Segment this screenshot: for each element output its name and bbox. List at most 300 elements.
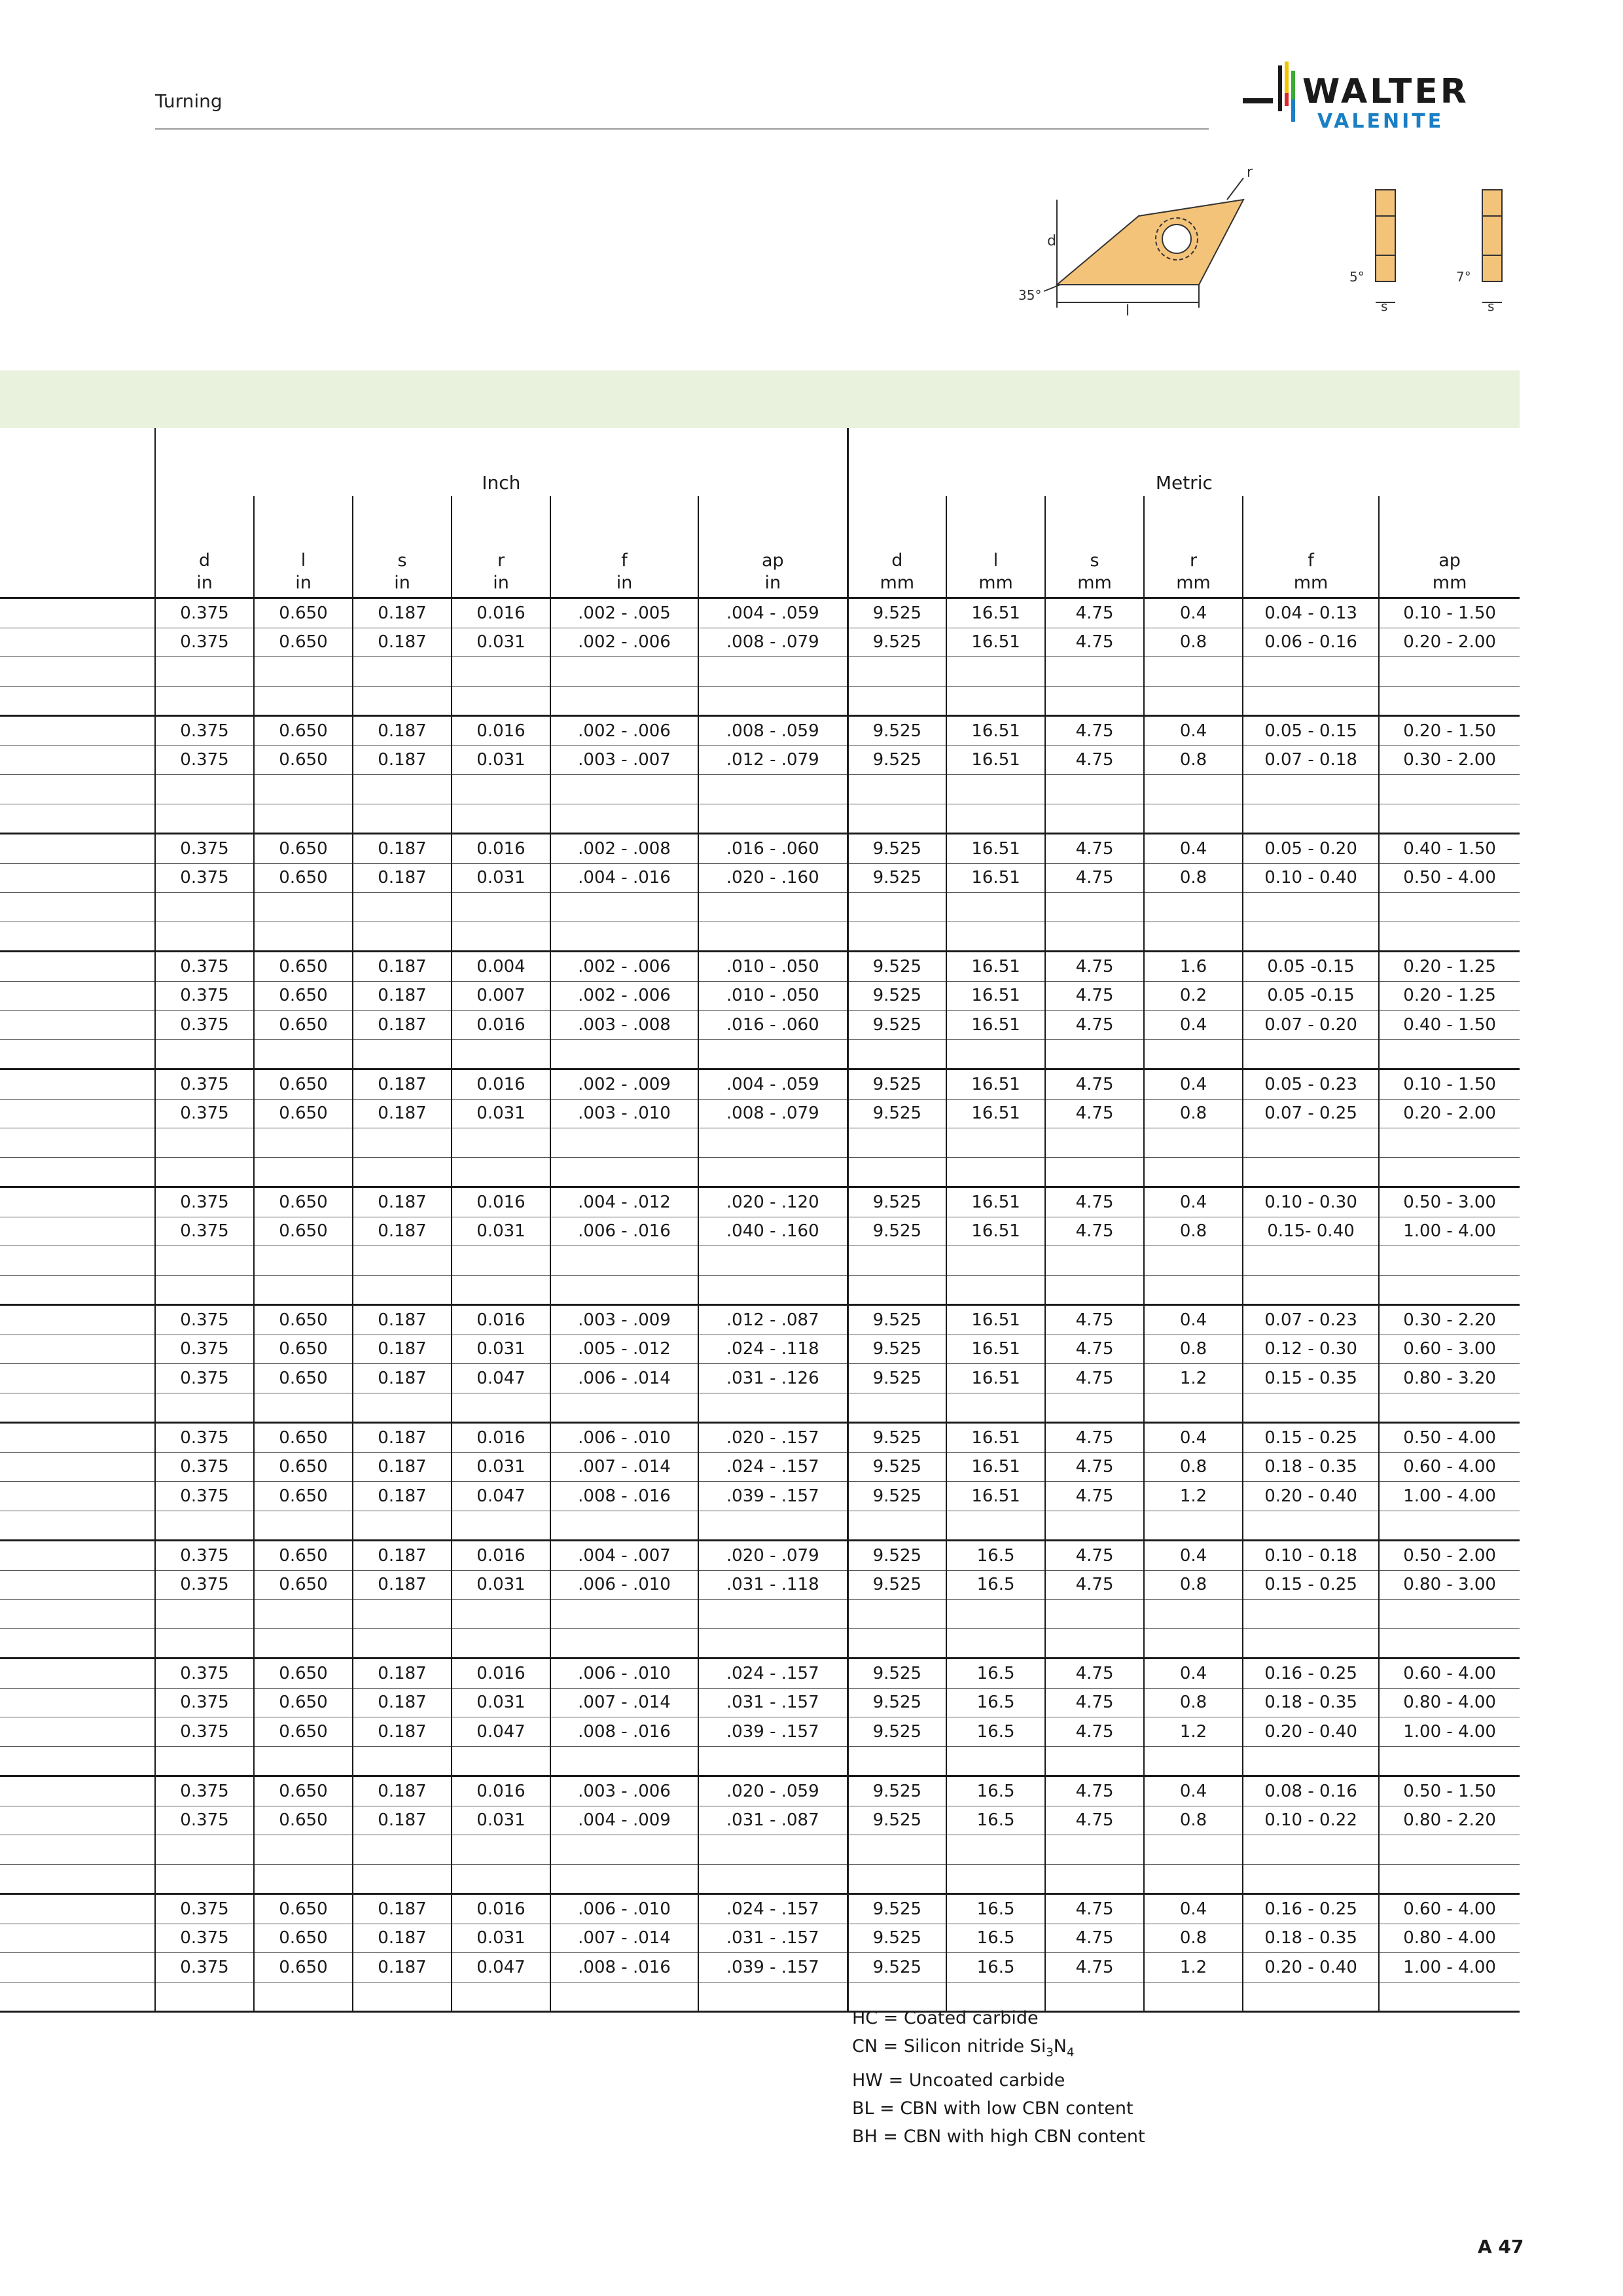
table-cell: 0.004 (452, 952, 550, 982)
table-cell: .020 - .157 (698, 1423, 847, 1453)
table-cell: 0.8 (1144, 1688, 1243, 1717)
table-cell (1144, 1511, 1243, 1541)
group-header-metric: Metric (847, 428, 1520, 496)
table-cell: 0.8 (1144, 628, 1243, 657)
table-cell: .039 - .157 (698, 1717, 847, 1747)
table-cell: 0.20 - 1.25 (1379, 981, 1520, 1011)
table-cell (353, 922, 452, 952)
table-cell: 0.650 (254, 1570, 353, 1600)
table-cell: .004 - .007 (550, 1541, 698, 1571)
table-cell: 0.8 (1144, 1570, 1243, 1600)
table-cell: .008 - .079 (698, 1099, 847, 1128)
table-cell (155, 1746, 254, 1776)
table-cell: 0.187 (353, 628, 452, 657)
table-cell: 4.75 (1045, 1069, 1144, 1100)
table-cell: 0.375 (155, 598, 254, 628)
table-cell (698, 657, 847, 687)
table-cell (698, 686, 847, 716)
table-cell: 9.525 (847, 834, 946, 864)
table-cell: .031 - .157 (698, 1688, 847, 1717)
table-cell (353, 657, 452, 687)
table-cell (254, 1275, 353, 1305)
table-cell: .012 - .079 (698, 745, 847, 775)
legend (852, 2004, 1145, 2151)
table-cell: 16.5 (946, 1924, 1045, 1953)
table-cell: 0.187 (353, 1924, 452, 1953)
table-cell (1379, 1982, 1520, 2012)
table-cell (1144, 1157, 1243, 1187)
table-cell (1379, 775, 1520, 804)
table-cell: 0.187 (353, 863, 452, 893)
table-cell (1144, 1835, 1243, 1865)
table-cell: .010 - .050 (698, 981, 847, 1011)
table-row (0, 1393, 1520, 1423)
table-cell: 0.40 - 1.50 (1379, 834, 1520, 864)
table-cell (254, 1511, 353, 1541)
table-cell (847, 1628, 946, 1659)
table-row (0, 1069, 1520, 1100)
table-cell (1243, 686, 1379, 716)
column-header-name: l (300, 550, 306, 571)
group-header-inch: Inch (155, 428, 847, 496)
table-cell: 9.525 (847, 1364, 946, 1393)
table-cell: 4.75 (1045, 1305, 1144, 1335)
table-cell: 4.75 (1045, 1217, 1144, 1246)
table-cell: 16.5 (946, 1776, 1045, 1806)
table-cell: 0.650 (254, 981, 353, 1011)
table-cell (550, 1600, 698, 1629)
table-cell (353, 1746, 452, 1776)
table-cell (155, 1275, 254, 1305)
table-row (0, 657, 1520, 687)
table-cell: 0.375 (155, 716, 254, 746)
table-cell (1144, 893, 1243, 922)
table-row (0, 804, 1520, 834)
table-cell (353, 893, 452, 922)
table-cell (353, 686, 452, 716)
table-cell: 0.16 - 0.25 (1243, 1659, 1379, 1689)
table-cell: 16.51 (946, 952, 1045, 982)
table-cell (254, 1246, 353, 1276)
column-header-unit: mm (1432, 573, 1467, 593)
header-divider (155, 128, 1209, 130)
table-cell: .002 - .006 (550, 952, 698, 982)
table-cell: 1.6 (1144, 952, 1243, 982)
table-cell: 4.75 (1045, 1187, 1144, 1217)
column-header-unit: in (196, 573, 213, 593)
table-cell: 0.650 (254, 1717, 353, 1747)
row-lead-cell (0, 1924, 155, 1953)
table-cell: 9.525 (847, 598, 946, 628)
table-cell: 16.51 (946, 598, 1045, 628)
table-cell (1243, 1628, 1379, 1659)
table-cell (1243, 1039, 1379, 1069)
row-lead-cell (0, 922, 155, 952)
table-cell: 0.187 (353, 1364, 452, 1393)
table-cell: .006 - .010 (550, 1894, 698, 1924)
table-row (0, 1864, 1520, 1894)
table-cell (1379, 686, 1520, 716)
table-cell: 0.375 (155, 1806, 254, 1835)
table-cell (946, 893, 1045, 922)
table-cell: 0.031 (452, 628, 550, 657)
table-cell: 4.75 (1045, 1894, 1144, 1924)
table-cell (698, 804, 847, 834)
table-cell: 4.75 (1045, 716, 1144, 746)
table-cell (1144, 1746, 1243, 1776)
column-header-name: f (621, 550, 628, 571)
column-header (698, 496, 847, 598)
table-cell (452, 1628, 550, 1659)
column-header-unit: mm (1176, 573, 1211, 593)
table-cell (847, 1511, 946, 1541)
table-cell: 0.60 - 4.00 (1379, 1659, 1520, 1689)
table-cell (946, 922, 1045, 952)
row-lead-cell (0, 1039, 155, 1069)
table-cell (550, 1628, 698, 1659)
table-cell (847, 922, 946, 952)
table-cell: 0.20 - 0.40 (1243, 1953, 1379, 1982)
table-cell (1144, 686, 1243, 716)
row-lead-cell (0, 1305, 155, 1335)
table-cell: 0.047 (452, 1717, 550, 1747)
table-row (0, 1011, 1520, 1040)
table-cell: 0.06 - 0.16 (1243, 628, 1379, 657)
table-cell (847, 1128, 946, 1158)
table-cell (452, 893, 550, 922)
table-cell: 0.187 (353, 1335, 452, 1364)
column-header-name: s (397, 550, 407, 571)
row-lead-cell (0, 716, 155, 746)
table-cell (1144, 1628, 1243, 1659)
table-cell (1243, 922, 1379, 952)
table-cell: 0.375 (155, 1011, 254, 1040)
table-cell: 0.4 (1144, 1776, 1243, 1806)
table-cell (1144, 1600, 1243, 1629)
table-cell: 0.375 (155, 1423, 254, 1453)
table-cell (550, 1128, 698, 1158)
table-cell: 0.80 - 3.00 (1379, 1570, 1520, 1600)
label-angle-side1: 5° (1349, 269, 1364, 285)
table-cell: 0.4 (1144, 1423, 1243, 1453)
table-cell: 9.525 (847, 1570, 946, 1600)
table-cell (698, 775, 847, 804)
table-cell: .006 - .016 (550, 1217, 698, 1246)
table-cell (155, 775, 254, 804)
table-cell: 1.00 - 4.00 (1379, 1217, 1520, 1246)
table-cell: .024 - .157 (698, 1452, 847, 1482)
row-lead-cell (0, 1217, 155, 1246)
table-cell: 0.60 - 4.00 (1379, 1894, 1520, 1924)
table-cell (254, 1128, 353, 1158)
table-cell: 0.30 - 2.00 (1379, 745, 1520, 775)
table-cell: 0.650 (254, 1894, 353, 1924)
table-cell: 0.650 (254, 1776, 353, 1806)
table-cell: 0.016 (452, 1659, 550, 1689)
table-cell: 16.51 (946, 1364, 1045, 1393)
table-cell (550, 893, 698, 922)
legend-bh: BH = CBN with high CBN content (852, 2126, 1145, 2147)
table-cell (847, 775, 946, 804)
table-cell (946, 1746, 1045, 1776)
column-header (1045, 496, 1144, 598)
table-cell (1243, 657, 1379, 687)
table-cell (550, 1511, 698, 1541)
table-cell (946, 1157, 1045, 1187)
table-cell: 4.75 (1045, 1364, 1144, 1393)
table-row (0, 952, 1520, 982)
table-cell: 0.20 - 1.25 (1379, 952, 1520, 982)
table-cell: .002 - .005 (550, 598, 698, 628)
page-number: A 47 (1478, 2236, 1524, 2257)
table-cell (550, 686, 698, 716)
table-row (0, 893, 1520, 922)
column-header-unit: in (616, 573, 633, 593)
table-cell: 16.51 (946, 834, 1045, 864)
table-cell: 1.00 - 4.00 (1379, 1482, 1520, 1511)
table-cell (1045, 1600, 1144, 1629)
table-row (0, 863, 1520, 893)
row-lead-cell (0, 598, 155, 628)
table-cell: 0.650 (254, 628, 353, 657)
table-cell: 0.187 (353, 834, 452, 864)
table-cell: 16.5 (946, 1570, 1045, 1600)
table-cell: 0.10 - 0.18 (1243, 1541, 1379, 1571)
table-cell: .004 - .009 (550, 1806, 698, 1835)
table-cell: .008 - .016 (550, 1482, 698, 1511)
table-cell: 16.51 (946, 1482, 1045, 1511)
table-cell: 0.15- 0.40 (1243, 1217, 1379, 1246)
table-cell (946, 1864, 1045, 1894)
table-cell: 0.031 (452, 745, 550, 775)
table-cell: 0.50 - 4.00 (1379, 863, 1520, 893)
table-cell: .005 - .012 (550, 1335, 698, 1364)
table-cell: 0.650 (254, 1069, 353, 1100)
table-cell (1045, 804, 1144, 834)
table-cell: 0.016 (452, 1011, 550, 1040)
row-lead-cell (0, 1864, 155, 1894)
table-row (0, 1217, 1520, 1246)
logo-subwordmark: VALENITE (1317, 110, 1444, 133)
table-cell: 0.187 (353, 1482, 452, 1511)
row-lead-cell (0, 1688, 155, 1717)
table-cell: 0.15 - 0.25 (1243, 1570, 1379, 1600)
row-lead-cell (0, 1246, 155, 1276)
table-cell: 0.016 (452, 1069, 550, 1100)
row-lead-cell (0, 1835, 155, 1865)
row-lead-cell (0, 1069, 155, 1100)
table-cell: 4.75 (1045, 598, 1144, 628)
row-lead-cell (0, 1746, 155, 1776)
table-cell: .039 - .157 (698, 1482, 847, 1511)
table-cell: 0.650 (254, 834, 353, 864)
table-row (0, 686, 1520, 716)
table-cell (452, 1511, 550, 1541)
table-cell (254, 686, 353, 716)
table-cell (1379, 1600, 1520, 1629)
table-row (0, 1776, 1520, 1806)
table-cell (1379, 1864, 1520, 1894)
table-cell: 16.51 (946, 1452, 1045, 1482)
table-row (0, 1039, 1520, 1069)
column-header (155, 496, 254, 598)
table-cell (550, 1246, 698, 1276)
table-cell: .007 - .014 (550, 1688, 698, 1717)
table-cell: 4.75 (1045, 834, 1144, 864)
table-cell: 0.650 (254, 1924, 353, 1953)
table-cell: 0.05 - 0.15 (1243, 716, 1379, 746)
table-cell: 0.16 - 0.25 (1243, 1894, 1379, 1924)
table-cell: 0.04 - 0.13 (1243, 598, 1379, 628)
table-cell: 16.51 (946, 1305, 1045, 1335)
table-cell (1243, 1746, 1379, 1776)
table-cell: 16.51 (946, 1187, 1045, 1217)
table-cell (1243, 1600, 1379, 1629)
table-cell: 0.650 (254, 1423, 353, 1453)
table-row (0, 598, 1520, 628)
table-cell (550, 1746, 698, 1776)
label-angle-main: 35° (1018, 287, 1042, 303)
table-cell: .024 - .157 (698, 1659, 847, 1689)
table-cell: 4.75 (1045, 1953, 1144, 1982)
table-cell: 16.51 (946, 1335, 1045, 1364)
table-cell: 4.75 (1045, 1482, 1144, 1511)
table-cell (847, 1864, 946, 1894)
label-s2: s (1488, 298, 1495, 314)
table-cell (1379, 1628, 1520, 1659)
row-lead-cell (0, 628, 155, 657)
table-cell (452, 1982, 550, 2012)
table-row (0, 1364, 1520, 1393)
table-cell: .008 - .016 (550, 1717, 698, 1747)
table-cell (698, 1982, 847, 2012)
table-cell: 0.016 (452, 598, 550, 628)
table-cell (353, 1128, 452, 1158)
table-cell: 9.525 (847, 1187, 946, 1217)
table-cell (1045, 686, 1144, 716)
table-cell: 0.016 (452, 1305, 550, 1335)
column-header-name: s (1090, 550, 1099, 571)
table-cell: 0.016 (452, 1776, 550, 1806)
table-cell: 16.5 (946, 1659, 1045, 1689)
table-cell (254, 804, 353, 834)
table-cell: 0.07 - 0.18 (1243, 745, 1379, 775)
table-cell: 16.51 (946, 981, 1045, 1011)
table-cell: .004 - .059 (698, 598, 847, 628)
table-cell: .039 - .157 (698, 1953, 847, 1982)
label-d: d (1047, 233, 1056, 249)
table-cell (550, 1982, 698, 2012)
table-cell: 0.650 (254, 1688, 353, 1717)
table-cell: 0.60 - 3.00 (1379, 1335, 1520, 1364)
table-cell: 4.75 (1045, 1541, 1144, 1571)
table-cell: 0.50 - 3.00 (1379, 1187, 1520, 1217)
table-cell (353, 1393, 452, 1423)
table-cell: 0.016 (452, 1894, 550, 1924)
table-cell (1144, 1128, 1243, 1158)
table-cell: 16.51 (946, 716, 1045, 746)
table-cell: 9.525 (847, 1688, 946, 1717)
table-cell: 0.031 (452, 1570, 550, 1600)
table-cell: 0.8 (1144, 745, 1243, 775)
table-cell: 0.60 - 4.00 (1379, 1452, 1520, 1482)
table-cell: 4.75 (1045, 952, 1144, 982)
table-cell: 0.4 (1144, 1659, 1243, 1689)
table-cell: 4.75 (1045, 1924, 1144, 1953)
row-lead-cell (0, 1099, 155, 1128)
column-header-unit: mm (1077, 573, 1112, 593)
table-cell: 0.05 -0.15 (1243, 981, 1379, 1011)
table-cell (946, 1600, 1045, 1629)
table-cell: 0.10 - 1.50 (1379, 1069, 1520, 1100)
table-cell: 0.031 (452, 1217, 550, 1246)
row-lead-cell (0, 1953, 155, 1982)
table-cell: 9.525 (847, 1011, 946, 1040)
table-cell: 1.2 (1144, 1717, 1243, 1747)
table-cell (550, 1275, 698, 1305)
column-header-name: d (891, 550, 903, 571)
table-cell: 4.75 (1045, 1717, 1144, 1747)
table-cell: .004 - .012 (550, 1187, 698, 1217)
table-row (0, 1541, 1520, 1571)
table-cell: 4.75 (1045, 745, 1144, 775)
table-cell (1045, 922, 1144, 952)
row-lead-cell (0, 893, 155, 922)
table-cell (1379, 1039, 1520, 1069)
table-cell (847, 804, 946, 834)
table-cell: 4.75 (1045, 1688, 1144, 1717)
table-cell: .020 - .059 (698, 1776, 847, 1806)
table-cell (698, 1864, 847, 1894)
table-row (0, 775, 1520, 804)
table-cell: 0.20 - 2.00 (1379, 1099, 1520, 1128)
table-cell: 0.50 - 4.00 (1379, 1423, 1520, 1453)
table-cell (452, 1246, 550, 1276)
label-l: l (1126, 303, 1130, 319)
table-cell: 0.20 - 1.50 (1379, 716, 1520, 746)
table-cell: 0.4 (1144, 1541, 1243, 1571)
table-cell (155, 1864, 254, 1894)
table-cell: 0.187 (353, 1688, 452, 1717)
table-cell: 0.07 - 0.25 (1243, 1099, 1379, 1128)
table-cell: 0.650 (254, 1364, 353, 1393)
table-cell: 0.375 (155, 1099, 254, 1128)
table-cell: 0.187 (353, 1953, 452, 1982)
table-cell: 9.525 (847, 1335, 946, 1364)
table-cell: .010 - .050 (698, 952, 847, 982)
table-cell: .008 - .059 (698, 716, 847, 746)
table-cell: 0.187 (353, 745, 452, 775)
insert-geometry-diagram (995, 164, 1518, 327)
table-cell (155, 1628, 254, 1659)
table-cell: 0.375 (155, 863, 254, 893)
table-cell: 0.375 (155, 1069, 254, 1100)
table-cell: 16.5 (946, 1541, 1045, 1571)
table-cell (698, 1157, 847, 1187)
table-cell: 0.650 (254, 1187, 353, 1217)
side-view-1 (1349, 190, 1395, 314)
table-row (0, 628, 1520, 657)
table-cell (1243, 893, 1379, 922)
table-cell: 0.031 (452, 1924, 550, 1953)
table-cell (254, 1157, 353, 1187)
column-header-unit: mm (1293, 573, 1329, 593)
table-cell: 0.15 - 0.35 (1243, 1364, 1379, 1393)
row-lead-cell (0, 834, 155, 864)
table-cell: 16.51 (946, 1423, 1045, 1453)
table-cell: 0.4 (1144, 1305, 1243, 1335)
table-cell: 0.650 (254, 598, 353, 628)
